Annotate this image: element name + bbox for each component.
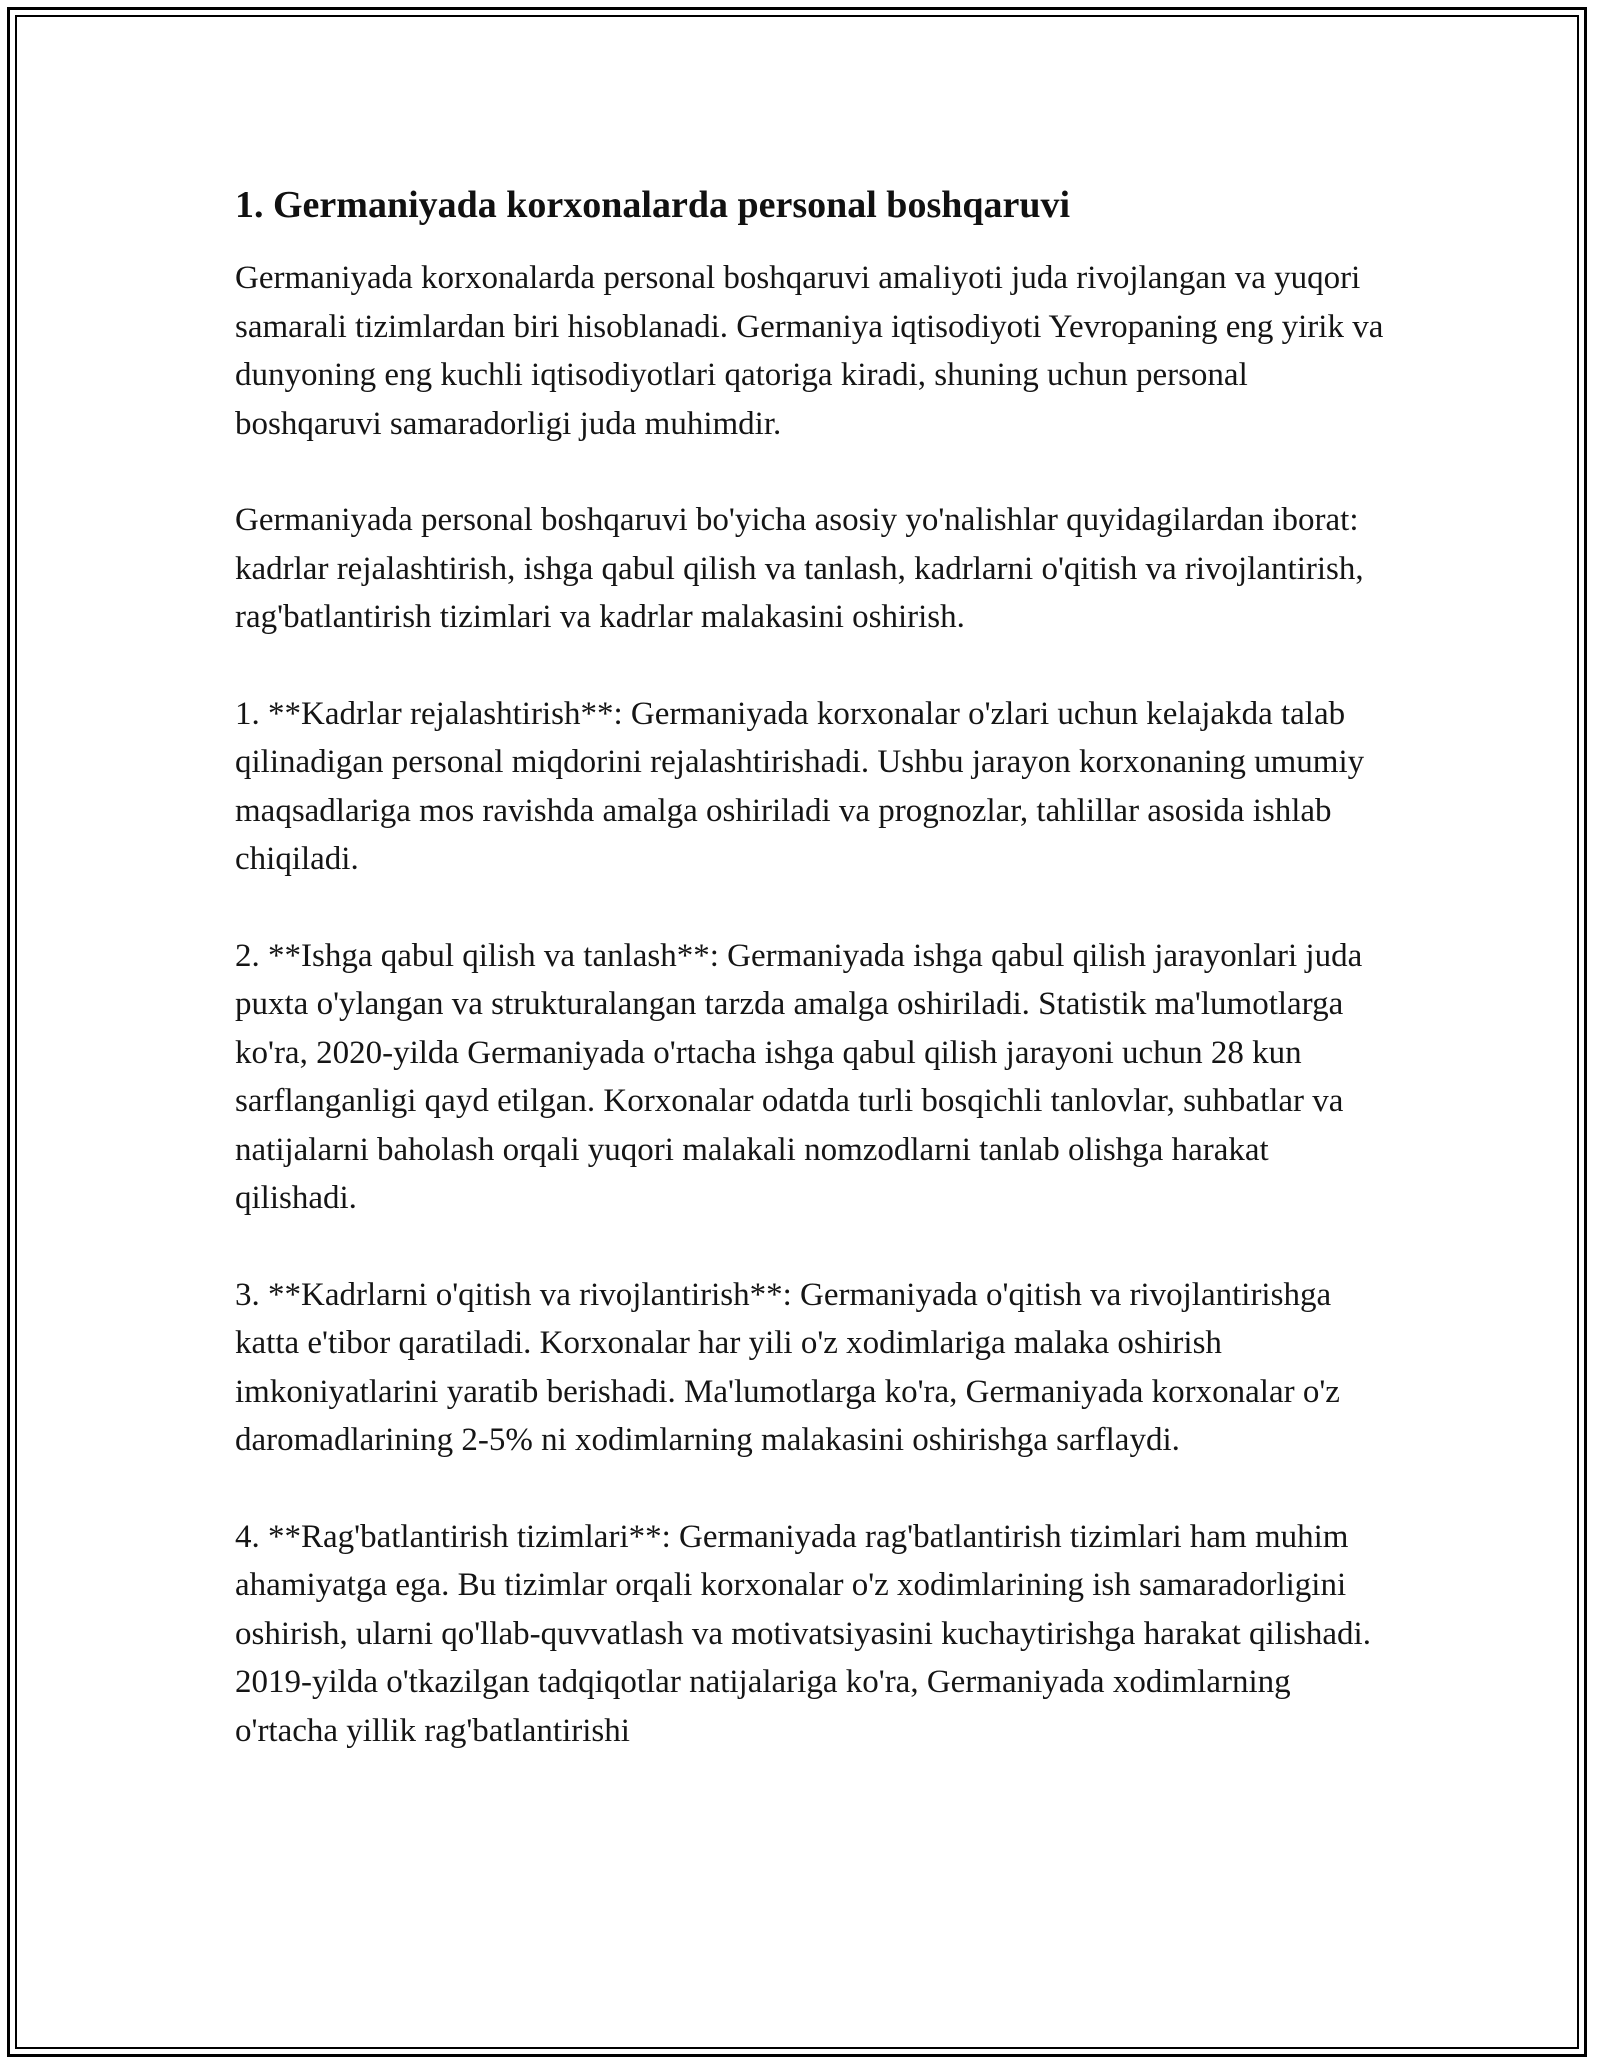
paragraph-recruitment: 2. **Ishga qabul qilish va tanlash**: Germaniyada ishga qabul qilish jarayonlari juda puxta o'ylangan va strukturalangan tarzda amalga oshiriladi. Statistik ma'lumotlarga ko'ra, 2020-yilda Germaniyada o'rtacha ishga qabul qilish jarayoni uchun 28 kun sarflanganligi qayd etilgan. Korxonalar odatda turli bosqichli tanlovlar, suhbatlar va natijalarni baholash orqali yuqori malakali nomzodlarni tanlab olishga harakat qilishadi. [235, 937, 1363, 1216]
paragraph-incentives: 4. **Rag'batlantirish tizimlari**: Germaniyada rag'batlantirish tizimlari ham muhim ahamiyatga ega. Bu tizimlar orqali korxonalar o'z xodimlarining ish samaradorligini oshirish, ularni qo'llab-quvvatlash va motivatsiyasini kuchaytirishga harakat qilishadi. 2019-yilda o'tkazilgan tadqiqotlar natijalariga ko'ra, Germaniyada xodimlarning o'rtacha yillik rag'batlantirishi [235, 1518, 1371, 1749]
document-body [235, 182, 1385, 1803]
section-heading: 1. Germaniyada korxonalarda personal boshqaruvi [235, 184, 1071, 226]
paragraph-intro: Germaniyada korxonalarda personal boshqaruvi amaliyoti juda rivojlangan va yuqori samarali tizimlardan biri hisoblanadi. Germaniya iqtisodiyoti Yevropaning eng yirik va dunyoning eng kuchli iqtisodiyotlari qatoriga kiradi, shuning uchun personal boshqaruvi samaradorligi juda muhimdir. [235, 260, 1384, 442]
paragraph-training: 3. **Kadrlarni o'qitish va rivojlantirish**: Germaniyada o'qitish va rivojlantirishga katta e'tibor qaratiladi. Korxonalar har yili o'z xodimlariga malaka oshirish imkoniyatlarini yaratib berishadi. Ma'lumotlarga ko'ra, Germaniyada korxonalar o'z daromadlarining 2-5% ni xodimlarning malakasini oshirishga sarflaydi. [235, 1276, 1340, 1458]
paragraph-main-directions: Germaniyada personal boshqaruvi bo'yicha asosiy yo'nalishlar quyidagilardan iborat: kadrlar rejalashtirish, ishga qabul qilish va tanlash, kadrlarni o'qitish va rivojlantirish, rag'batlantirish tizimlari va kadrlar malakasini oshirish. [235, 502, 1364, 635]
paragraph-staff-planning: 1. **Kadrlar rejalashtirish**: Germaniyada korxonalar o'zlari uchun kelajakda talab qilinadigan personal miqdorini rejalashtirishadi. Ushbu jarayon korxonaning umumiy maqsadlariga mos ravishda amalga oshiriladi va prognozlar, tahlillar asosida ishlab chiqiladi. [235, 695, 1365, 877]
